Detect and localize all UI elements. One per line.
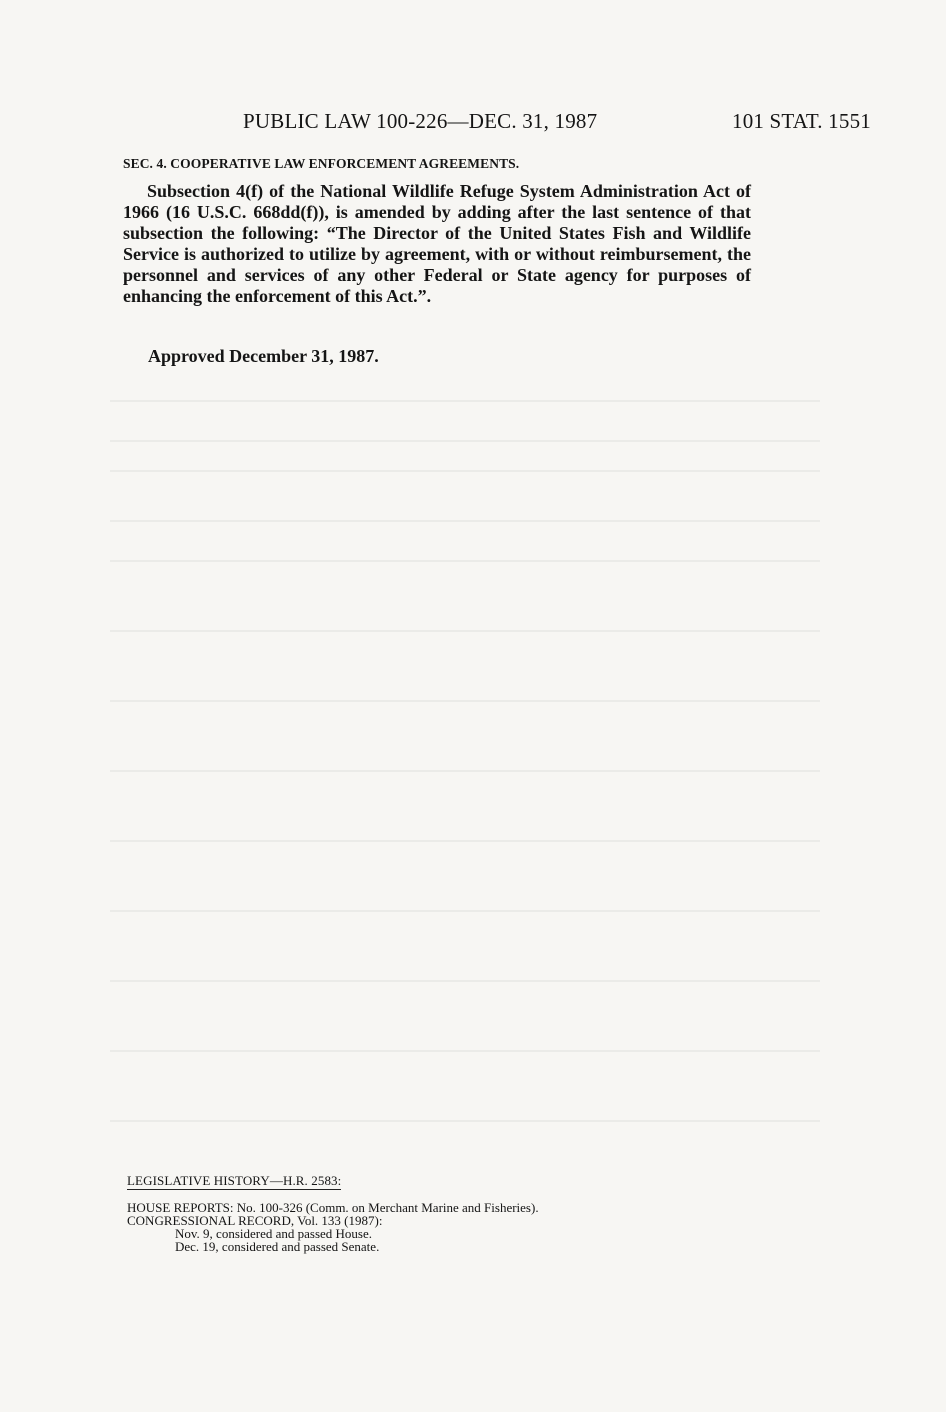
legislative-history-entry: Nov. 9, considered and passed House.: [175, 1226, 372, 1241]
running-header-title: PUBLIC LAW 100-226—DEC. 31, 1987: [243, 109, 598, 133]
legislative-history-entry: Dec. 19, considered and passed Senate.: [175, 1239, 380, 1254]
section-heading: SEC. 4. COOPERATIVE LAW ENFORCEMENT AGREEMENTS.: [123, 156, 520, 171]
approval-date: Approved December 31, 1987.: [148, 346, 379, 366]
house-reports-line: HOUSE REPORTS: No. 100-326 (Comm. on Merchant Marine and Fisheries).: [127, 1200, 539, 1215]
legislative-history-title: LEGISLATIVE HISTORY—H.R. 2583:: [127, 1173, 342, 1188]
page-stat-citation: 101 STAT. 1551: [732, 109, 871, 133]
section-body-text: Subsection 4(f) of the National Wildlife Refuge System Administration Act of 1966 (16 U.S.C. 668dd(f)), is amended by adding after the last sentence of that subsection the following: “The Director of the United States Fish and Wildlife Service is authorized to utilize by agreement, with or without reimbursement, the personnel and services of any other Federal or State agency for purposes of enhancing the enforcement of this Act.”.: [123, 181, 751, 307]
congressional-record-line: CONGRESSIONAL RECORD, Vol. 133 (1987):: [127, 1213, 383, 1228]
